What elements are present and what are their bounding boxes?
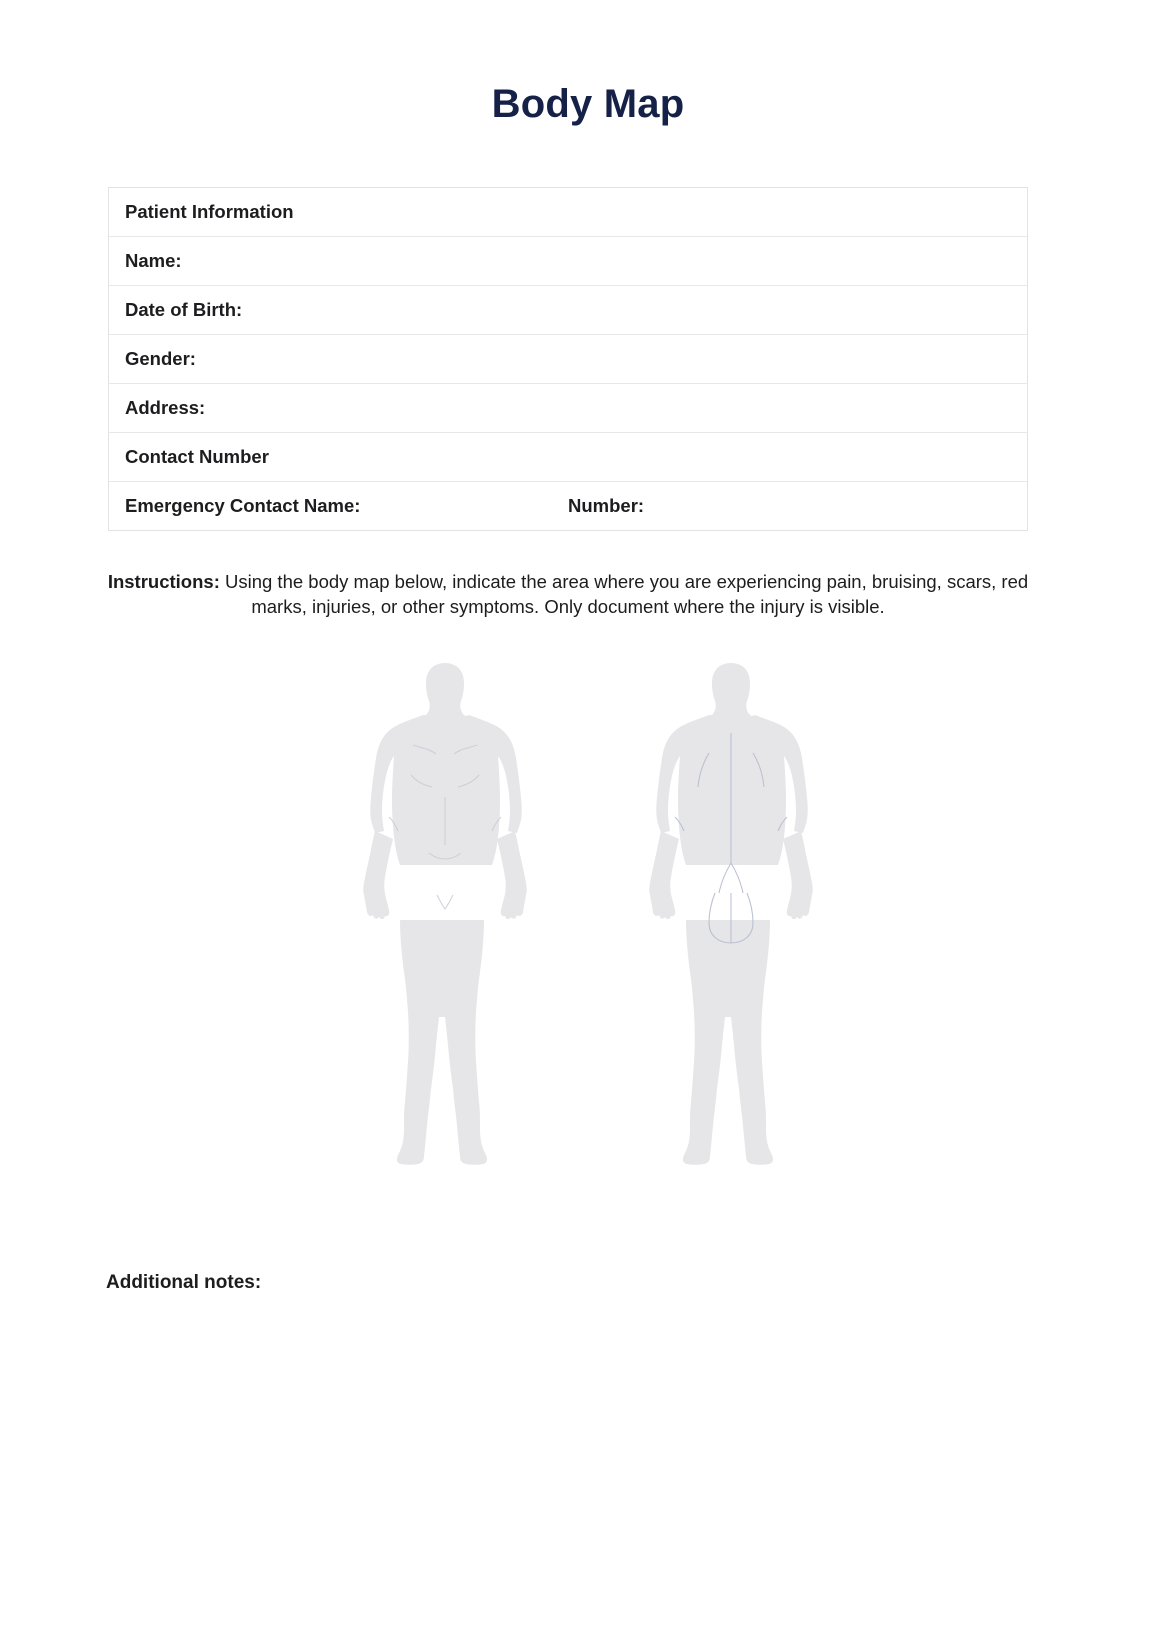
table-row[interactable] xyxy=(109,335,1028,384)
table-row[interactable] xyxy=(109,482,1028,531)
page-title: Body Map xyxy=(491,82,685,126)
additional-notes-label: Additional notes: xyxy=(106,1272,262,1293)
body-map-figures xyxy=(0,657,1176,1222)
body-diagram-back[interactable] xyxy=(631,657,831,1222)
table-row xyxy=(109,188,1028,237)
table-row[interactable] xyxy=(109,237,1028,286)
field-contact-number-label: Contact Number xyxy=(109,433,1028,482)
field-date-of-birth-label: Date of Birth: xyxy=(109,286,1028,335)
instructions-text: Using the body map below, indicate the area where you are experiencing pain, bruising, scars, red marks, injuries, or other symptoms. Only document where the injury is visible. xyxy=(219,571,1029,617)
field-address-label: Address: xyxy=(109,384,1028,433)
field-emergency-contact-name-label: Emergency Contact Name: xyxy=(125,495,361,516)
field-gender-label: Gender: xyxy=(109,335,1028,384)
body-diagram-front[interactable] xyxy=(345,657,545,1222)
patient-information-header: Patient Information xyxy=(109,188,1028,237)
field-name-label: Name: xyxy=(109,237,1028,286)
table-row[interactable] xyxy=(109,286,1028,335)
instructions-paragraph xyxy=(104,569,1032,619)
table-row[interactable] xyxy=(109,433,1028,482)
patient-information-table xyxy=(108,187,1028,531)
table-row[interactable] xyxy=(109,384,1028,433)
instructions-lead: Instructions: xyxy=(107,571,220,592)
field-emergency-contact-number-label: Number: xyxy=(568,495,645,516)
